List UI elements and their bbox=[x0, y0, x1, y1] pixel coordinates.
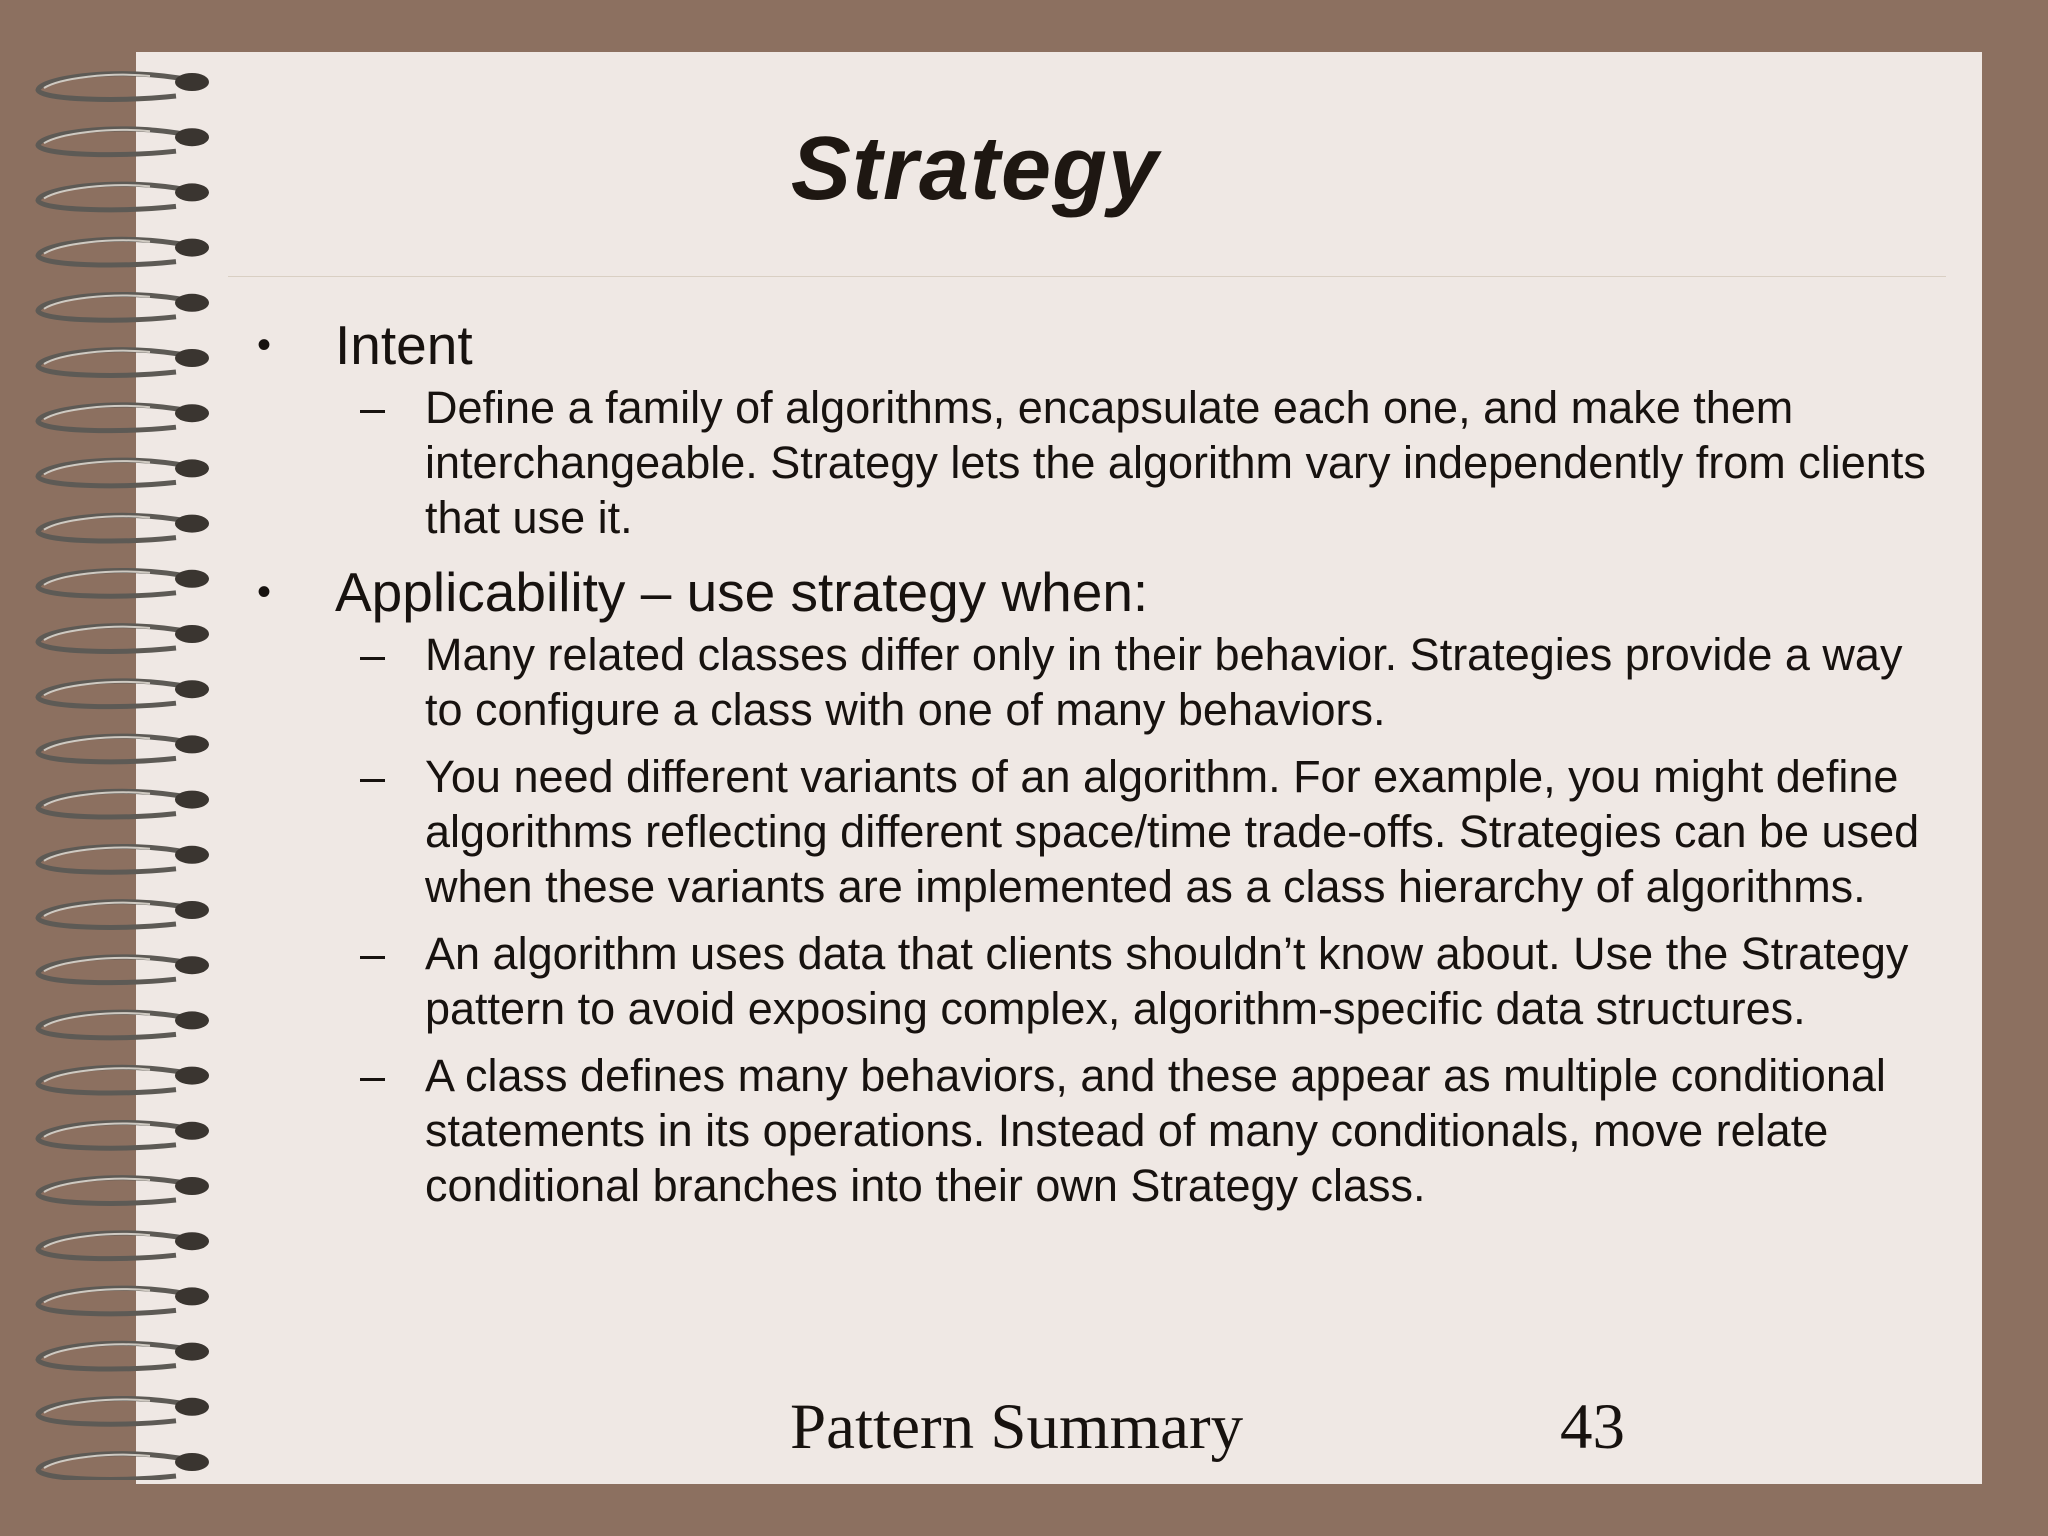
spiral-wire bbox=[38, 570, 190, 596]
binding-hole bbox=[175, 846, 209, 864]
spiral-wire bbox=[38, 791, 190, 817]
spiral-wire bbox=[38, 846, 190, 872]
spiral-wire-highlight bbox=[44, 792, 150, 805]
sub-item bbox=[240, 380, 1940, 545]
spiral-wire bbox=[38, 294, 190, 320]
spiral-wire-highlight bbox=[44, 903, 150, 916]
spiral-wire-highlight bbox=[44, 848, 150, 861]
spiral-wire bbox=[38, 405, 190, 431]
binding-hole bbox=[175, 239, 209, 257]
sub-item bbox=[240, 1048, 1940, 1213]
title-divider bbox=[228, 276, 1946, 277]
sub-item-text: Many related classes differ only in their behavior. Strategies provide a way to configure a class with one of many behaviors. bbox=[425, 629, 1903, 735]
spiral-wire-highlight bbox=[44, 1400, 150, 1413]
binding-hole bbox=[175, 294, 209, 312]
binding-hole bbox=[175, 570, 209, 588]
slide-title: Strategy bbox=[790, 119, 1160, 219]
spiral-wire-highlight bbox=[44, 627, 150, 640]
spiral-wire-highlight bbox=[44, 1455, 150, 1468]
binding-hole bbox=[175, 901, 209, 919]
sub-item-text: An algorithm uses data that clients shouldn’t know about. Use the Strategy pattern to avoid exposing complex, algorithm-specific data structures. bbox=[425, 928, 1909, 1034]
sub-item bbox=[240, 749, 1940, 914]
page-number: 43 bbox=[1560, 1391, 1625, 1463]
bullet-label: Applicability – use strategy when: bbox=[335, 561, 1149, 623]
spiral-wire-highlight bbox=[44, 958, 150, 971]
binding-hole bbox=[175, 1011, 209, 1029]
spiral-wire-highlight bbox=[44, 1124, 150, 1137]
spiral-wire-highlight bbox=[44, 516, 150, 529]
binding-hole bbox=[175, 1177, 209, 1195]
spiral-wire-highlight bbox=[44, 1234, 150, 1247]
spiral-wire bbox=[38, 1233, 190, 1259]
dash-marker: – bbox=[360, 751, 386, 802]
spiral-wire bbox=[38, 1067, 190, 1093]
bullet-marker: • bbox=[257, 323, 272, 367]
binding-hole bbox=[175, 515, 209, 533]
slide-content bbox=[240, 310, 1940, 1225]
dash-marker: – bbox=[360, 382, 386, 433]
spiral-wire bbox=[38, 1288, 190, 1314]
spiral-wire bbox=[38, 1178, 190, 1204]
bullet-applicability bbox=[240, 557, 1940, 627]
spiral-wire bbox=[38, 74, 190, 100]
spiral-wire bbox=[38, 1454, 190, 1480]
dash-marker: – bbox=[360, 1050, 386, 1101]
binding-hole bbox=[175, 1067, 209, 1085]
binding-hole bbox=[175, 625, 209, 643]
spiral-wire-highlight bbox=[44, 682, 150, 695]
spiral-wire bbox=[38, 681, 190, 707]
binding-hole bbox=[175, 73, 209, 91]
spiral-wire bbox=[38, 957, 190, 983]
spiral-wire bbox=[38, 239, 190, 265]
binding-hole bbox=[175, 1287, 209, 1305]
spiral-wire-highlight bbox=[44, 1344, 150, 1357]
bullet-marker: • bbox=[257, 570, 272, 614]
spiral-wire-highlight bbox=[44, 1013, 150, 1026]
binding-hole bbox=[175, 1453, 209, 1471]
spiral-wire-highlight bbox=[44, 75, 150, 88]
sub-item bbox=[240, 627, 1940, 737]
binding-hole bbox=[175, 791, 209, 809]
binding-hole bbox=[175, 1398, 209, 1416]
spiral-wire-highlight bbox=[44, 737, 150, 750]
binding-hole bbox=[175, 680, 209, 698]
spiral-wire-highlight bbox=[44, 1179, 150, 1192]
spiral-wire bbox=[38, 515, 190, 541]
sub-item-text: Define a family of algorithms, encapsulate each one, and make them interchangeable. Strategy lets the algorithm vary independently from clients that use it. bbox=[425, 382, 1926, 543]
spiral-wire bbox=[38, 460, 190, 486]
spiral-wire-highlight bbox=[44, 240, 150, 253]
sub-item bbox=[240, 926, 1940, 1036]
sub-item-text: You need different variants of an algorithm. For example, you might define algorithms reflecting different space/time trade-offs. Strategies can be used when these variants are implemented as a class hierarchy of algorithms. bbox=[425, 751, 1920, 912]
spiral-binding bbox=[0, 60, 240, 1480]
binding-hole bbox=[175, 735, 209, 753]
spiral-wire-highlight bbox=[44, 351, 150, 364]
bullet-label: Intent bbox=[335, 314, 473, 376]
binding-hole bbox=[175, 1343, 209, 1361]
spiral-wire-highlight bbox=[44, 572, 150, 585]
spiral-wire bbox=[38, 626, 190, 652]
spiral-wire bbox=[38, 902, 190, 928]
binding-hole bbox=[175, 956, 209, 974]
binding-hole bbox=[175, 349, 209, 367]
binding-hole bbox=[175, 1232, 209, 1250]
spiral-wire bbox=[38, 1012, 190, 1038]
spiral-wire bbox=[38, 1343, 190, 1369]
spiral-wire bbox=[38, 1398, 190, 1424]
dash-marker: – bbox=[360, 629, 386, 680]
spiral-wire-highlight bbox=[44, 296, 150, 309]
dash-marker: – bbox=[360, 928, 386, 979]
spiral-wire bbox=[38, 1122, 190, 1148]
binding-hole bbox=[175, 1122, 209, 1140]
spiral-wire-highlight bbox=[44, 1068, 150, 1081]
sub-item-text: A class defines many behaviors, and these appear as multiple conditional statements in its operations. Instead of many conditionals, move relate conditional branches into their own Strategy class. bbox=[425, 1050, 1886, 1211]
binding-hole bbox=[175, 404, 209, 422]
bullet-intent bbox=[240, 310, 1940, 380]
binding-hole bbox=[175, 459, 209, 477]
footer-text: Pattern Summary bbox=[790, 1391, 1244, 1463]
spiral-wire bbox=[38, 736, 190, 762]
spiral-wire-highlight bbox=[44, 406, 150, 419]
spiral-wire bbox=[38, 350, 190, 376]
spiral-wire-highlight bbox=[44, 1289, 150, 1302]
spiral-wire-highlight bbox=[44, 461, 150, 474]
